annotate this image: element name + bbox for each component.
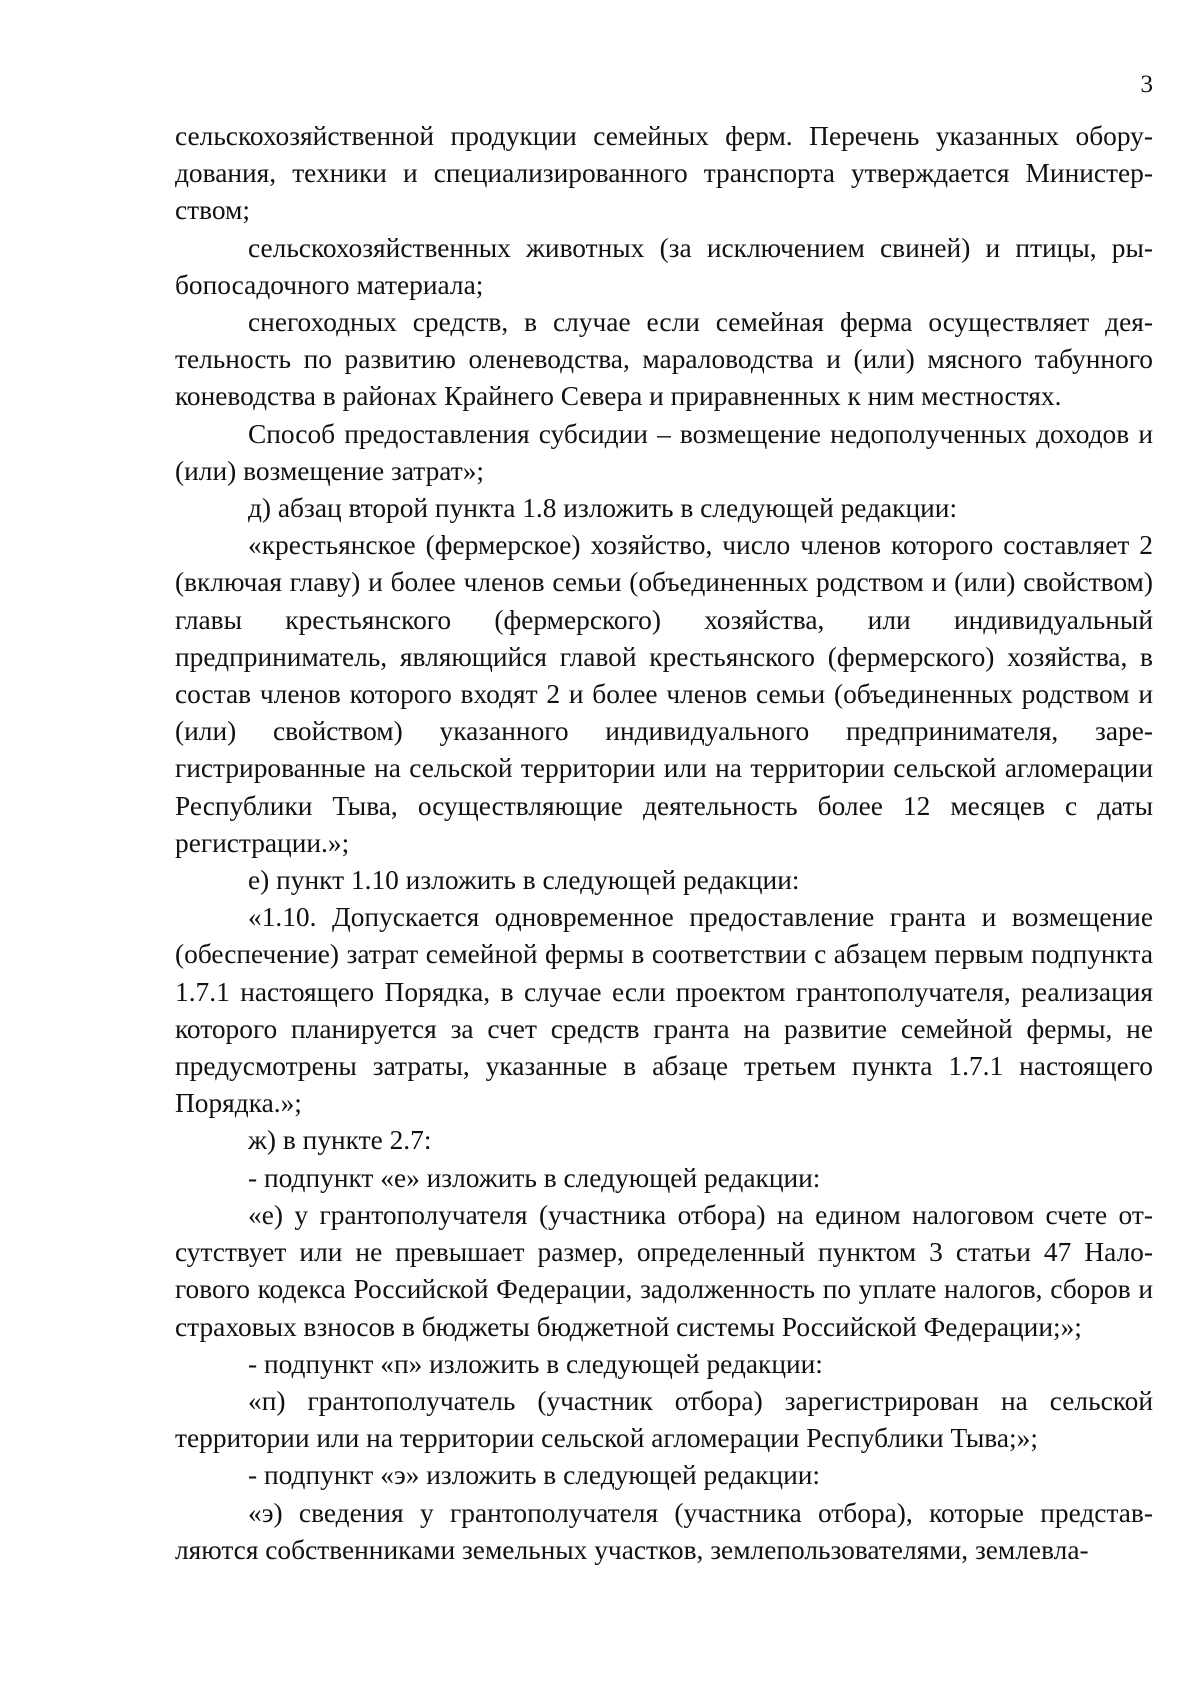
paragraph-3: снегоходных средств, в случае если семейная ферма осуществляет деятельность по развитию оленеводства, мараловодства и (или) мясного табунного коневодства в районах Крайнего Севера и приравненных к ним местностях. (175, 307, 1153, 412)
paragraph-7: е) пункт 1.10 изложить в следующей редакции: (248, 865, 800, 896)
paragraph-8: «1.10. Допускается одновременное предоставление гранта и возмещение (обеспечение) затрат семейной фермы в соответствии с абзацем первым подпункта 1.7.1 настоящего Порядка, в случае если проектом грантополучателя, реализация которого планируется за счет средств гранта на развитие семейной фермы, не предусмотрены затраты, указанные в абзаце третьем пункта 1.7.1 настоящего Порядка.»; (175, 902, 1153, 1119)
paragraph-4: Способ предоставления субсидии – возмещение недополученных доходов и (или) возмещение затрат»; (175, 418, 1153, 486)
paragraph-2: сельскохозяйственных животных (за исключением свиней) и птицы, рыбопосадочного материала; (175, 232, 1153, 300)
paragraph-15: «э) сведения у грантополучателя (участника отбора), которые представляются собственниками земельных участков, землепользователями, землевла- (175, 1497, 1153, 1565)
page-number: 3 (1140, 71, 1153, 98)
paragraph-14: - подпункт «э» изложить в следующей редакции: (248, 1460, 821, 1491)
paragraph-12: - подпункт «п» изложить в следующей редакции: (248, 1348, 823, 1379)
document-body (175, 118, 1153, 1569)
paragraph-11: «е) у грантополучателя (участника отбора) на едином налоговом счете отсутствует или не превышает размер, определенный пунктом 3 статьи 47 Налогового кодекса Российской Федерации, задолженность по уплате налогов, сборов и страховых взносов в бюджеты бюджетной системы Российской Федерации;»; (175, 1199, 1153, 1342)
paragraph-6: «крестьянское (фермерское) хозяйство, число членов которого составляет 2 (включая главу) и более членов семьи (объединенных родством и (или) свойством) главы крестьянского (фермерского) хозяйства, или индивидуальный предприниматель, являющийся главой крестьянского (фермерского) хозяйства, в состав членов которого входят 2 и более членов семьи (объединенных родством и (или) свойством) указанного индивидуального предпринимателя, зарегистрированные на сельской территории или на территории сельской агломерации Республики Тыва, осуществляющие деятельность более 12 месяцев с даты регистрации.»; (175, 530, 1153, 858)
paragraph-13: «п) грантополучатель (участник отбора) зарегистрирован на сельской территории или на территории сельской агломерации Республики Тыва;»; (175, 1385, 1153, 1454)
paragraph-9: ж) в пункте 2.7: (248, 1125, 432, 1156)
paragraph-10: - подпункт «е» изложить в следующей редакции: (248, 1162, 821, 1193)
paragraph-5: д) абзац второй пункта 1.8 изложить в следующей редакции: (248, 493, 958, 524)
paragraph-1: сельскохозяйственной продукции семейных ферм. Перечень указанных оборудования, техники и специализированного транспорта утверждается Министерством; (175, 121, 1153, 226)
